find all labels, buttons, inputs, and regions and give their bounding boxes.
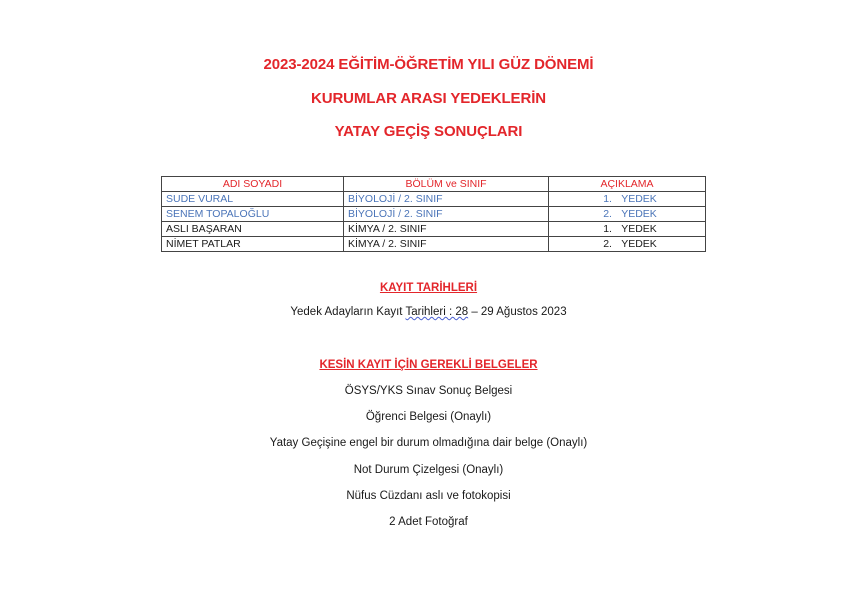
cell-department: KİMYA / 2. SINIF [344,222,549,237]
registration-text-prefix: Yedek Adayların Kayıt [290,306,406,318]
required-document-item: Öğrenci Belgesi (Onaylı) [365,411,492,423]
table-header-row [162,177,706,192]
rank-number: 2. [603,208,612,220]
table-row [162,192,706,207]
required-document-item: Not Durum Çizelgesi (Onaylı) [353,464,504,476]
cell-description [549,237,706,252]
required-documents-heading: KESİN KAYIT İÇİN GEREKLİ BELGELER [319,359,538,371]
spellcheck-underlined-text: Tarihleri : 28 [405,306,469,318]
status-text: YEDEK [621,238,657,250]
results-table [161,176,706,252]
document-title-line-3: YATAY GEÇİŞ SONUÇLARI [334,123,523,140]
rank-number: 1. [603,193,612,205]
rank-number: 2. [603,238,612,250]
cell-description [549,192,706,207]
registration-text-suffix: – 29 Ağustos 2023 [468,306,567,318]
rank-number: 1. [603,223,612,235]
required-document-item: Nüfus Cüzdanı aslı ve fotokopisi [346,490,511,502]
cell-name: SENEM TOPALOĞLU [162,207,344,222]
cell-description [549,207,706,222]
cell-department: KİMYA / 2. SINIF [344,237,549,252]
status-text: YEDEK [621,223,657,235]
registration-dates-heading: KAYIT TARİHLERİ [379,282,478,294]
cell-department: BİYOLOJİ / 2. SINIF [344,207,549,222]
cell-department: BİYOLOJİ / 2. SINIF [344,192,549,207]
required-document-item: Yatay Geçişine engel bir durum olmadığına dair belge (Onaylı) [269,437,588,449]
cell-name: ASLI BAŞARAN [162,222,344,237]
column-header-description: AÇIKLAMA [549,177,706,192]
required-document-item: ÖSYS/YKS Sınav Sonuç Belgesi [344,385,513,397]
cell-name: SUDE VURAL [162,192,344,207]
document-title-line-2: KURUMLAR ARASI YEDEKLERİN [310,90,546,107]
cell-description [549,222,706,237]
registration-dates-text [0,306,857,318]
document-title-line-1: 2023-2024 EĞİTİM-ÖĞRETİM YILI GÜZ DÖNEMİ [263,56,594,73]
column-header-name: ADI SOYADI [162,177,344,192]
table-row [162,222,706,237]
cell-name: NİMET PATLAR [162,237,344,252]
table-row [162,237,706,252]
status-text: YEDEK [621,208,657,220]
column-header-department: BÖLÜM ve SINIF [344,177,549,192]
table-row [162,207,706,222]
required-document-item: 2 Adet Fotoğraf [389,516,468,528]
status-text: YEDEK [621,193,657,205]
